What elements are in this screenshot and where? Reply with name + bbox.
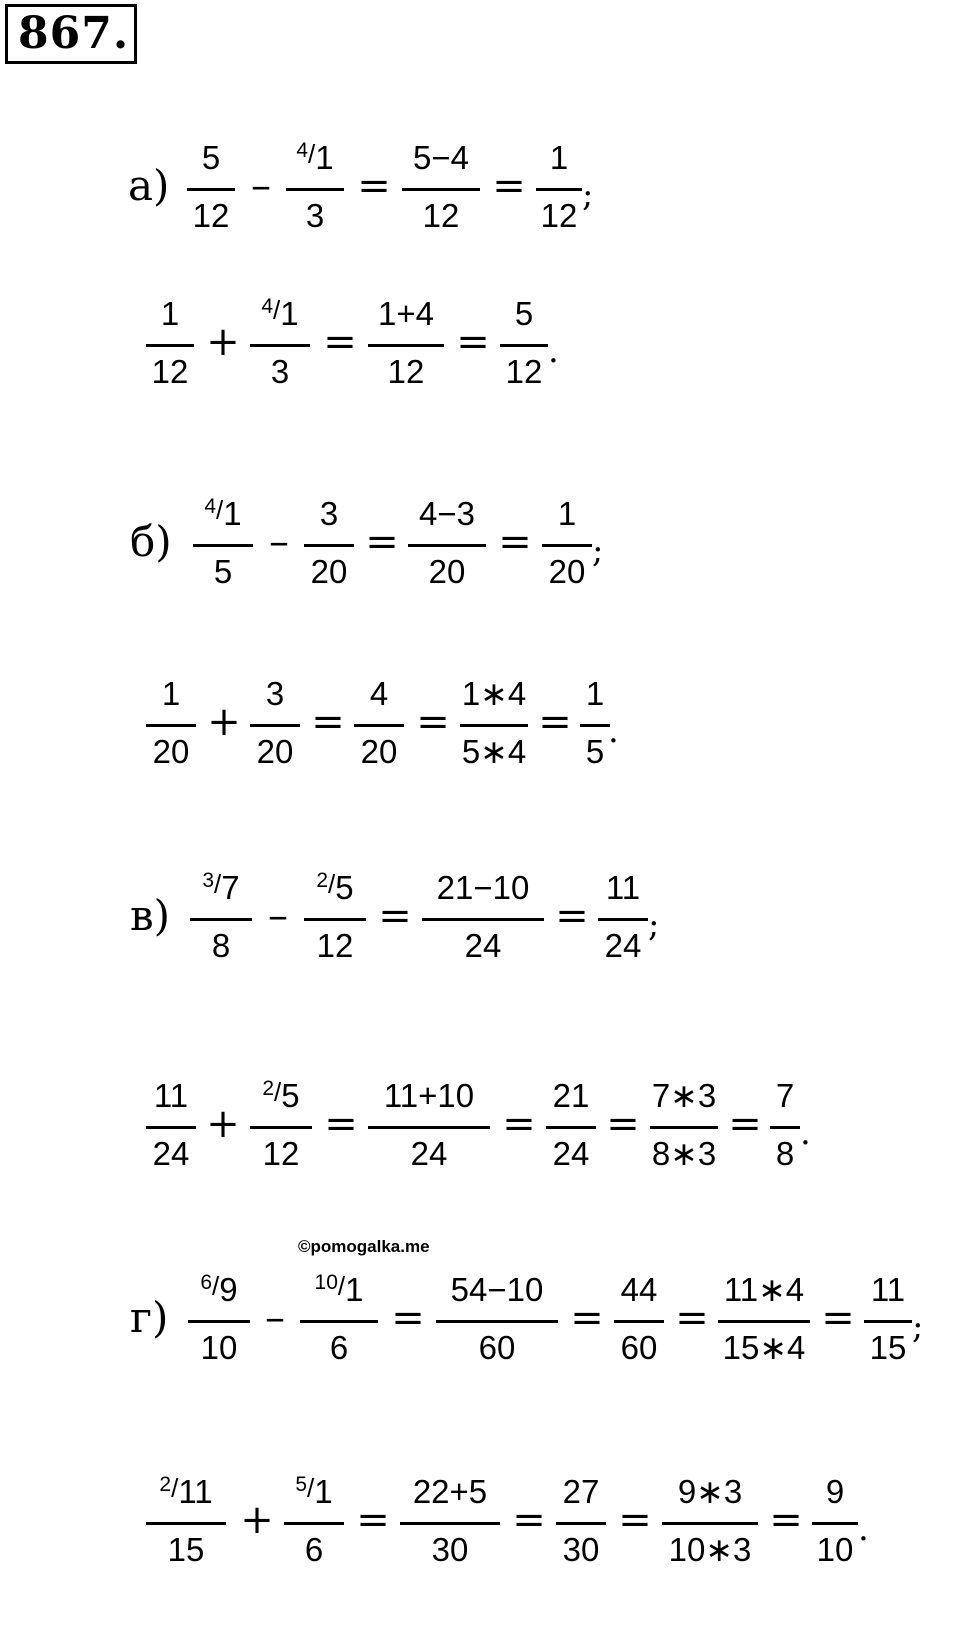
numerator: 22+5 bbox=[412, 1473, 488, 1510]
fraction-bar bbox=[556, 1522, 606, 1525]
denominator: 24 bbox=[464, 927, 502, 964]
extra-factor: 4 bbox=[261, 295, 274, 318]
numerator: 7 bbox=[221, 869, 240, 906]
numerator: 11 bbox=[178, 1473, 213, 1510]
numerator: 21 bbox=[552, 1077, 590, 1114]
numerator: 9 bbox=[825, 1473, 845, 1510]
equals-sign: = bbox=[502, 1101, 536, 1147]
fraction-bar bbox=[284, 1522, 344, 1525]
denominator: 12 bbox=[540, 197, 578, 234]
denominator: 20 bbox=[360, 733, 398, 770]
fraction-bar bbox=[250, 724, 300, 727]
numerator: 4 bbox=[369, 675, 389, 712]
denominator: 30 bbox=[431, 1531, 469, 1568]
numerator: 7 bbox=[775, 1077, 795, 1114]
equals-sign: = bbox=[356, 1497, 390, 1543]
numerator: 5−4 bbox=[413, 139, 469, 176]
fraction-bar bbox=[718, 1320, 810, 1323]
denominator: 3 bbox=[305, 197, 325, 234]
extra-factor: 10 bbox=[314, 1271, 338, 1294]
denominator: 8∗3 bbox=[651, 1135, 717, 1172]
minus-sign: – bbox=[268, 893, 288, 939]
part-label-v: в) bbox=[130, 891, 171, 940]
denominator: 20 bbox=[152, 733, 190, 770]
part-label-a: а) bbox=[128, 161, 170, 210]
fraction-bar bbox=[250, 344, 310, 347]
numerator: 1 bbox=[161, 675, 181, 712]
numerator: 1 bbox=[585, 675, 605, 712]
numerator: 1 bbox=[160, 295, 180, 332]
extra-factor: 3 bbox=[202, 869, 215, 892]
semicolon: ; bbox=[648, 905, 660, 945]
numerator: 5 bbox=[514, 295, 534, 332]
extra-factor: 4 bbox=[204, 495, 217, 518]
equals-sign: = bbox=[512, 1497, 546, 1543]
denominator: 12 bbox=[192, 197, 230, 234]
denominator: 10 bbox=[200, 1329, 238, 1366]
denominator: 5 bbox=[213, 553, 233, 590]
extra-factor: 2 bbox=[316, 869, 329, 892]
equals-sign: = bbox=[323, 319, 357, 365]
fraction-bar bbox=[614, 1320, 664, 1323]
numerator: 4−3 bbox=[419, 495, 475, 532]
minus-sign: – bbox=[265, 1295, 285, 1341]
equals-sign: = bbox=[821, 1295, 855, 1341]
fraction-bar bbox=[536, 188, 582, 191]
numerator: 5 bbox=[201, 139, 221, 176]
equals-sign: = bbox=[391, 1295, 425, 1341]
period: . bbox=[608, 711, 619, 751]
numerator: 54−10 bbox=[450, 1271, 544, 1308]
equals-sign: = bbox=[570, 1295, 604, 1341]
equals-sign: = bbox=[606, 1101, 640, 1147]
semicolon: ; bbox=[912, 1307, 924, 1347]
numerator: 5 bbox=[281, 1077, 300, 1114]
extra-factor: 2 bbox=[159, 1473, 172, 1496]
fraction-bar bbox=[368, 344, 444, 347]
equals-sign: = bbox=[498, 519, 532, 565]
fraction-bar bbox=[402, 188, 480, 191]
fraction-bar bbox=[304, 544, 354, 547]
numerator: 11 bbox=[153, 1077, 189, 1114]
fraction-bar bbox=[146, 724, 196, 727]
extra-factor: 6 bbox=[200, 1271, 213, 1294]
denominator: 12 bbox=[422, 197, 460, 234]
period: . bbox=[548, 331, 559, 371]
numerator: 1 bbox=[345, 1271, 364, 1308]
fraction-bar bbox=[770, 1126, 800, 1129]
plus-sign: + bbox=[240, 1497, 274, 1543]
denominator: 10∗3 bbox=[668, 1531, 752, 1568]
plus-sign: + bbox=[207, 699, 241, 745]
denominator: 20 bbox=[548, 553, 586, 590]
denominator: 12 bbox=[262, 1135, 300, 1172]
equals-sign: = bbox=[492, 163, 526, 209]
denominator: 3 bbox=[270, 353, 290, 390]
fraction-bar bbox=[193, 544, 253, 547]
equals-sign: = bbox=[378, 893, 412, 939]
fraction-bar bbox=[598, 918, 648, 921]
plus-sign: + bbox=[206, 1101, 240, 1147]
denominator: 12 bbox=[387, 353, 425, 390]
numerator: 1 bbox=[223, 495, 242, 532]
part-label-g: г) bbox=[130, 1293, 169, 1342]
equals-sign: = bbox=[769, 1497, 803, 1543]
fraction-bar bbox=[546, 1126, 596, 1129]
numerator: 21−10 bbox=[436, 869, 530, 906]
denominator: 12 bbox=[316, 927, 354, 964]
fraction-bar bbox=[500, 344, 548, 347]
equals-sign: = bbox=[728, 1101, 762, 1147]
denominator: 8 bbox=[211, 927, 231, 964]
fraction-bar bbox=[460, 724, 528, 727]
denominator: 12 bbox=[151, 353, 189, 390]
period: . bbox=[858, 1509, 869, 1549]
numerator: 11 bbox=[870, 1271, 906, 1308]
fraction-bar bbox=[436, 1320, 558, 1323]
fraction-bar bbox=[250, 1126, 312, 1129]
numerator: 5 bbox=[335, 869, 354, 906]
denominator: 15∗4 bbox=[722, 1329, 806, 1366]
equals-sign: = bbox=[365, 519, 399, 565]
denominator: 24 bbox=[152, 1135, 190, 1172]
fraction-bar bbox=[650, 1126, 718, 1129]
denominator: 15 bbox=[869, 1329, 907, 1366]
numerator: 1 bbox=[557, 495, 577, 532]
minus-sign: – bbox=[269, 519, 289, 565]
equals-sign: = bbox=[618, 1497, 652, 1543]
numerator: 44 bbox=[620, 1271, 658, 1308]
minus-sign: – bbox=[251, 163, 271, 209]
numerator: 27 bbox=[562, 1473, 600, 1510]
fraction-bar bbox=[188, 1320, 250, 1323]
numerator: 1 bbox=[549, 139, 569, 176]
denominator: 20 bbox=[428, 553, 466, 590]
fraction-bar bbox=[400, 1522, 500, 1525]
fraction-bar bbox=[187, 188, 235, 191]
extra-factor: 4 bbox=[296, 139, 309, 162]
equals-sign: = bbox=[538, 699, 572, 745]
denominator: 5∗4 bbox=[461, 733, 527, 770]
problem-number: 867. bbox=[5, 4, 137, 64]
denominator: 12 bbox=[505, 353, 543, 390]
fraction-bar bbox=[146, 1126, 196, 1129]
fraction-bar bbox=[422, 918, 544, 921]
fraction-bar bbox=[812, 1522, 858, 1525]
denominator: 6 bbox=[329, 1329, 349, 1366]
numerator: 3 bbox=[265, 675, 285, 712]
plus-sign: + bbox=[206, 319, 240, 365]
watermark: ©pomogalka.me bbox=[298, 1237, 430, 1256]
denominator: 15 bbox=[167, 1531, 205, 1568]
denominator: 20 bbox=[256, 733, 294, 770]
equals-sign: = bbox=[324, 1101, 358, 1147]
fraction-bar bbox=[864, 1320, 912, 1323]
denominator: 60 bbox=[620, 1329, 658, 1366]
denominator: 30 bbox=[562, 1531, 600, 1568]
numerator: 7∗3 bbox=[651, 1077, 717, 1114]
fraction-bar bbox=[286, 188, 344, 191]
denominator: 8 bbox=[775, 1135, 795, 1172]
part-label-b: б) bbox=[130, 517, 172, 566]
extra-factor: 2 bbox=[262, 1077, 275, 1100]
equals-sign: = bbox=[416, 699, 450, 745]
denominator: 20 bbox=[310, 553, 348, 590]
numerator: 11+10 bbox=[383, 1077, 475, 1114]
fraction-bar bbox=[408, 544, 486, 547]
denominator: 24 bbox=[552, 1135, 590, 1172]
fraction-bar bbox=[354, 724, 404, 727]
denominator: 10 bbox=[816, 1531, 854, 1568]
numerator: 9 bbox=[219, 1271, 238, 1308]
numerator: 1 bbox=[315, 139, 334, 176]
numerator: 11 bbox=[605, 869, 641, 906]
numerator: 11∗4 bbox=[723, 1271, 805, 1308]
semicolon: ; bbox=[582, 175, 594, 215]
fraction-bar bbox=[304, 918, 366, 921]
period: . bbox=[800, 1113, 811, 1153]
equals-sign: = bbox=[456, 319, 490, 365]
numerator: 1 bbox=[314, 1473, 333, 1510]
numerator: 1+4 bbox=[378, 295, 434, 332]
numerator: 1∗4 bbox=[461, 675, 527, 712]
numerator: 9∗3 bbox=[677, 1473, 743, 1510]
fraction-bar bbox=[368, 1126, 490, 1129]
fraction-bar bbox=[300, 1320, 378, 1323]
denominator: 5 bbox=[585, 733, 605, 770]
fraction-bar bbox=[146, 1522, 226, 1525]
fraction-bar bbox=[580, 724, 610, 727]
equals-sign: = bbox=[357, 163, 391, 209]
denominator: 6 bbox=[304, 1531, 324, 1568]
equals-sign: = bbox=[555, 893, 589, 939]
equals-sign: = bbox=[675, 1295, 709, 1341]
numerator: 1 bbox=[280, 295, 299, 332]
fraction-bar bbox=[190, 918, 252, 921]
semicolon: ; bbox=[592, 531, 604, 571]
numerator: 3 bbox=[319, 495, 339, 532]
equals-sign: = bbox=[311, 699, 345, 745]
fraction-bar bbox=[542, 544, 592, 547]
fraction-bar bbox=[662, 1522, 758, 1525]
denominator: 24 bbox=[410, 1135, 448, 1172]
extra-factor: 5 bbox=[295, 1473, 308, 1496]
denominator: 24 bbox=[604, 927, 642, 964]
denominator: 60 bbox=[478, 1329, 516, 1366]
fraction-bar bbox=[146, 344, 194, 347]
